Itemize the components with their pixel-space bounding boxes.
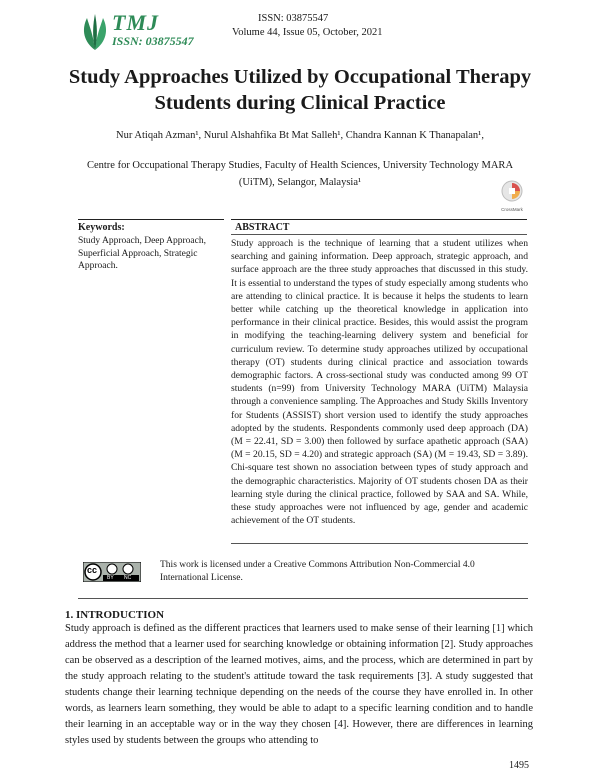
crossmark-icon (497, 180, 527, 204)
keywords-rule (78, 219, 224, 220)
author-list: Nur Atiqah Azman¹, Nurul Alshahfika Bt Mat Salleh¹, Chandra Kannan K Thanapalan¹, (116, 130, 484, 141)
crossmark-badge[interactable] (497, 180, 527, 210)
logo-title: TMJ (112, 10, 159, 35)
license-text: This work is licensed under a Creative Commons Attribution Non-Commercial 4.0 International License. (160, 560, 475, 583)
license-bottom-rule (78, 598, 528, 599)
page-number: 1495 (509, 760, 529, 771)
paper-title-line-1: Study Approaches Utilized by Occupational Therapy (68, 66, 532, 88)
affiliation-line-2: (UiTM), Selangor, Malaysia¹ (238, 177, 362, 188)
by-label: BY (107, 575, 114, 581)
header-volume: Volume 44, Issue 05, October, 2021 (232, 27, 383, 38)
abstract-bottom-rule (231, 543, 528, 544)
header-issn: ISSN: 03875547 (258, 13, 329, 24)
journal-logo (78, 12, 208, 52)
paper-title (40, 64, 560, 116)
section-heading-introduction: 1. INTRODUCTION (65, 609, 165, 621)
affiliation (60, 157, 540, 191)
crossmark-label: CrossMark (501, 207, 523, 212)
cc-license-badge[interactable] (83, 562, 141, 582)
paper-title-line-2: Students during Clinical Practice (154, 92, 446, 114)
abstract-heading: ABSTRACT (235, 222, 290, 233)
affiliation-line-1: Centre for Occupational Therapy Studies, Faculty of Health Sciences, University Technology MARA (86, 160, 514, 171)
introduction-text: Study approach is defined as the different practices that learners used to make sense of their learning [1] which address the method that a learner used for searching knowledge or obtaining information [2]. Study approaches can be observed as a description of the learned motives, aims, and the process, which are determined in part by the study approach relating to the student's attitude toward the task requirements [3]. A study suggested that students change their learning technique depending on the needs of the course they have enrolled in. In other words, as learners learn something, they would be able to adapt to a specific learning condition and to handle their learning in an acceptable way or in the way they chosen [4]. However, there are differences in learning styles used by students between the groups who attending to (65, 623, 533, 746)
keywords-heading: Keywords: (78, 222, 125, 233)
keywords-text: Study Approach, Deep Approach, Superficial Approach, Strategic Approach. (78, 236, 206, 271)
leaf-emblem-icon (78, 12, 112, 52)
cc-label: cc (87, 565, 98, 575)
abstract-text: Study approach is the technique of learning that a student utilizes when searching and gaining information. Deep approach, strategic approach, and surface approach are the three study approaches that discussed in this study. It is essential to understand the types of study especially among students who are attending to clinical practice. It is because it helps the students to learn better while catching up the theoretical knowledge in application into performance in their clinical practice. Besides, this would assist the program in modifying the teaching-learning delivery system and beneficial for curriculum review. To determine study approaches utilized by occupational therapy (OT) students during clinical practice and association towards demographic factors. A cross-sectional study was conducted among 99 OT students (n=99) from University Technology MARA (UiTM) Malaysia through a convenience sampling. The Approaches and Study Skills Inventory for Students (ASSIST) short version used to identify the study approaches adopted by the students. Respondents commonly used deep approach (DA) (M = 22.41, SD = 3.00) then followed by surface apathetic approach (SAA) (M = 20.15, SD = 4.20) and strategic approach (SA) (M = 19.43, SD = 3.89). Chi-square test shown no association between types of study approach and the demographic characteristics. Majority of OT students chosen DA as their learning style during the clinical practice, followed by SAA and SA. While, these study approaches were not influenced by age, gender and academic achievement of the OT students. (231, 238, 528, 527)
abstract-top-rule (231, 219, 527, 220)
nc-label: NC (124, 575, 132, 581)
abstract-heading-rule (231, 234, 527, 235)
logo-issn: ISSN: 03875547 (112, 34, 194, 48)
